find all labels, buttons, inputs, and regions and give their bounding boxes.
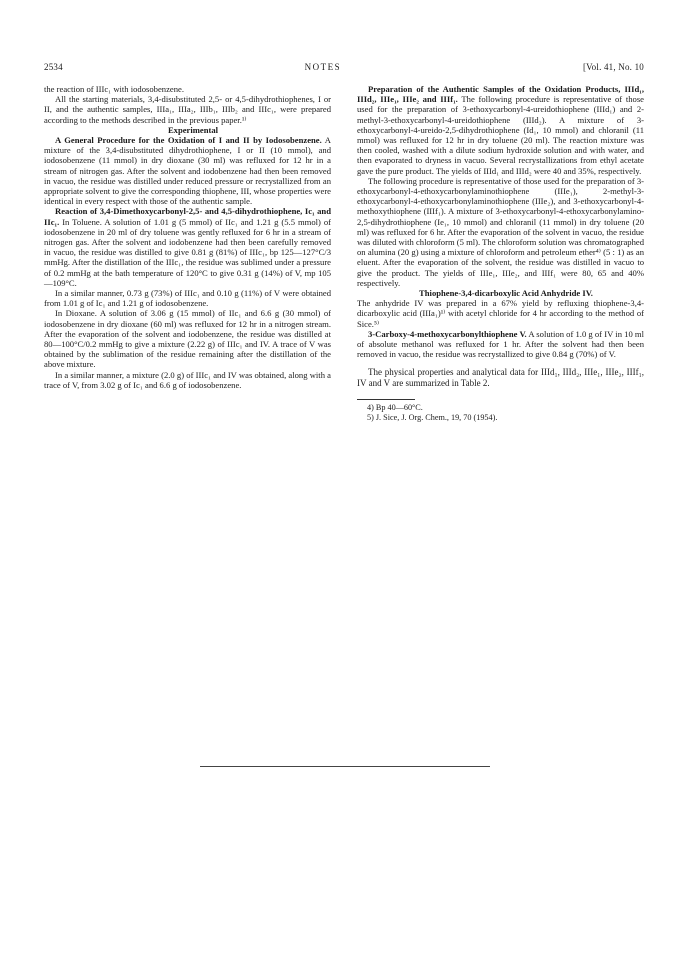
running-header xyxy=(44,62,644,72)
page-number: 2534 xyxy=(44,62,63,72)
journal-section: NOTES xyxy=(304,62,342,72)
footnote-5: 5) J. Sice, J. Org. Chem., 19, 70 (1954). xyxy=(367,413,498,423)
footnote-divider xyxy=(357,399,415,400)
reaction-paragraph xyxy=(44,206,331,288)
carboxy-text: A solution of 1.0 g of IV in 10 ml of absolute methanol was refluxed for 1 hr. After the solvent had then been removed in vacuo, the residue was recrystallized to give 0.84 g (70%) of V. xyxy=(357,328,645,360)
general-procedure-paragraph xyxy=(44,135,331,206)
preparation-text: The following procedure is representative of those used for the preparation of 3-ethoxycarbonyl-4-ureidothiophene (IIId₁) and 2-methyl-3-ethoxycarbonyl-4-ureidothiophene (IIId₂). A mixture of 3-ethoxycarbonyl-4-ureido-2,5-dihydrothiophene (Id₁, 10 mmol) and chloranil (11 mmol) was refluxed for 12 hr in dry toluene (20 ml). The reaction mixture was then cooled, washed with a dilute sodium hydroxide solution and with water, and then evaporated to dryness in vacuo. Several recrystallizations from ethyl acetate gave the pure product. The yields of IIId₁ and IIId₂ were 40 and 35%, respectively. xyxy=(357,94,644,176)
anhydride-heading: Thiophene-3,4-dicarboxylic Acid Anhydride IV. xyxy=(419,288,593,299)
anhydride-text: The anhydride IV was prepared in a 67% yield by refluxing thiophene-3,4-dicarboxylic acid (IIIa₁)¹⁾ with acetyl chloride for 4 hr according to the method of Sice.⁵⁾ xyxy=(357,298,644,329)
following-procedure-paragraph: The following procedure is representative of those used for the preparation of 3-ethoxycarbonyl-4-ethoxycarbonylaminothiophene (IIIe₁), 2-methyl-3-ethoxycarbonyl-4-ethoxycarbonylaminothiophene (IIIe₂), and 3-ethoxycarbonyl-4-methoxythiophene (IIIf₁). A mixture of 3-ethoxycarbonyl-4-ethoxycarbonylamino-2,5-dihydrothiophene (Ie₁, 10 mmol) and chloranil (11 mmol) in dry toluene (20 ml) was refluxed for 6 hr. After the evaporation of the solvent in vacuo, the residue was diluted with chloroform (5 ml). The chloroform solution was chromatographed on alumina (20 g) using a mixture of chloroform and petroleum ether⁴⁾ (5 : 1) as an eluent. After the evaporation of the solvent, the residue was distilled in vacuo to give the product. The yields of IIIe₁, IIIe₂, and IIIf₁ were 80, 65 and 40% respectively. xyxy=(357,175,644,288)
preparation-paragraph xyxy=(357,84,644,176)
dioxane-paragraph: In Dioxane. A solution of 3.06 g (15 mmol) of IIc₁ and 6.6 g (30 mmol) of iodosobenzene in dry dioxane (60 ml) was refluxed for 12 hr in a nitrogen stream. After the evaporation of the solvent and iodobenzene, the residue was distilled at 80—100°C/0.2 mmHg to give a mixture (2.22 g) of IIIc₁ and IV. A trace of V was obtained by the sublimation of the residue remaining after the distillation of the above mixture. xyxy=(44,308,331,370)
section-heading-experimental: Experimental xyxy=(167,124,219,135)
summary-paragraph: The physical properties and analytical data for IIId₁, IIId₂, IIIe₁, IIIe₂, IIIf₁, IV and V are summarized in Table 2. xyxy=(357,367,644,389)
carboxy-paragraph xyxy=(357,329,644,360)
end-of-article-rule xyxy=(200,766,490,767)
carboxy-title: 3-Carboxy-4-methoxycarbonylthiophene V. xyxy=(368,328,527,339)
footnote-4: 4) Bp 40—60°C. xyxy=(367,403,423,413)
general-procedure-text: A mixture of the 3,4-disubstituted dihydrothiophene, I or II (10 mmol), and iodosobenzene (11 mmol) in dry dioxane (30 ml) was refluxed for 12 hr in a stream of nitrogen gas. After the solvent and iodobenzene had then been removed in vacuo, the residue was distilled under reduced pressure or recrystallized from an appropriate solvent to give the corresponding thiophene, III, whose properties were identical in every respect with those of the authentic sample. xyxy=(44,135,331,207)
volume-info: [Vol. 41, No. 10 xyxy=(582,62,644,72)
right-column xyxy=(357,84,644,423)
general-procedure-title: A General Procedure for the Oxidation of I and II by Iodosobenzene. xyxy=(55,135,322,146)
reaction-title: Reaction of 3,4-Dimethoxycarbonyl-2,5- and 4,5-dihydrothiophene, Ic₁ and IIc₁. xyxy=(44,206,331,227)
intro-continuation: the reaction of IIIc₁ with iodosobenzene. xyxy=(44,84,184,94)
similar-manner-paragraph-1: In a similar manner, 0.73 g (73%) of IIIc₁ and 0.10 g (11%) of V were obtained from 1.01 g of Ic₁ and 1.21 g of iodosobenzene. xyxy=(44,288,331,309)
reaction-text: In Toluene. A solution of 1.01 g (5 mmol) of IIc₁ and 1.21 g (5.5 mmol) of iodosobenzene in 20 ml of dry toluene was gently refluxed for 6 hr in a stream of nitrogen gas. After the solvent and iodobenzene had then been carefully removed in vacuo, the residue was distilled to give 0.81 g (81%) of IIIc₁, bp 125—127°C/3 mmHg. After the distillation of the IIIc₁, the residue was sublimed under a pressure of 0.2 mmHg at the bath temperature of 120°C to give 0.31 g (14%) of V, mp 105—109°C. xyxy=(44,216,331,288)
similar-manner-paragraph-2: In a similar manner, a mixture (2.0 g) of IIIc₁ and IV was obtained, along with a trace of V, from 3.02 g of Ic₁ and 6.6 g of iodosobenzene. xyxy=(44,369,331,390)
intro-paragraph: All the starting materials, 3,4-disubstituted 2,5- or 4,5-dihydrothiophenes, I or II, and the authentic samples, IIIa₁, IIIa₂, IIIb₁, IIIb₂ and IIIc₁, were prepared according to the methods described in the previous paper.¹⁾ xyxy=(44,94,331,125)
preparation-title: Preparation of the Authentic Samples of the Oxidation Products, IIId₁, IIId₂, IIIe₁, IIIe₂ and IIIf₁. xyxy=(357,84,644,105)
two-column-body xyxy=(44,84,644,423)
left-column xyxy=(44,84,331,423)
